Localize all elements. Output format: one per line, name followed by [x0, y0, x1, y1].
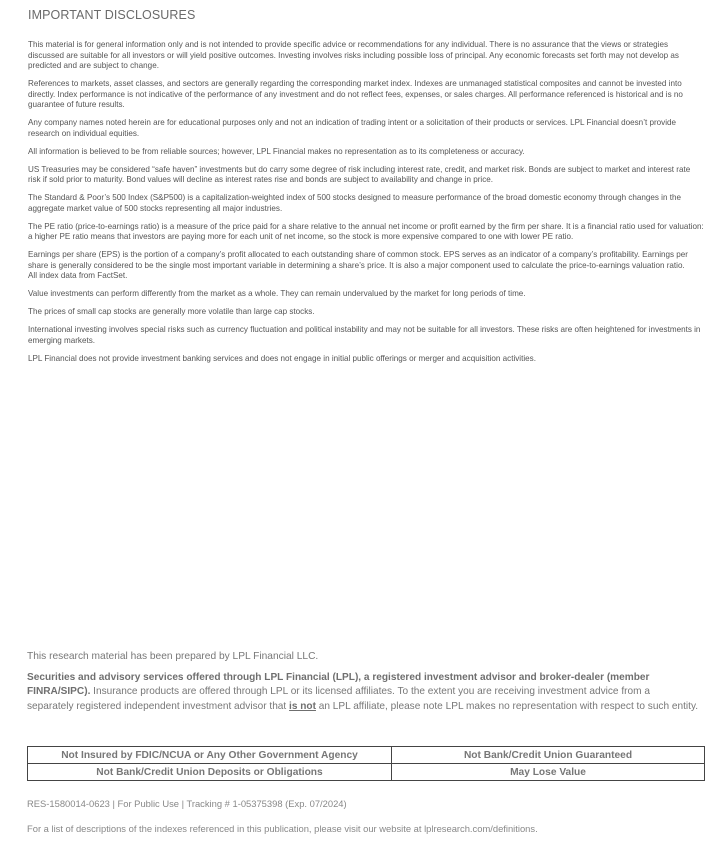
prepared-by-note: This research material has been prepared by LPL Financial LLC.: [27, 651, 319, 662]
insurance-disclaimer-table: [27, 746, 705, 781]
disclosure-market-indexes: References to markets, asset classes, and sectors are generally regarding the corresponding market index. Indexes are unmanaged statistical composites and cannot be invested into directly. Index performance is not indicative of the performance of any investment and do not reflect fees, expenses, or sales charges. All performance referenced is historical and is no guarantee of future results.: [28, 79, 683, 109]
securities-offered-text: Insurance products are offered through LPL or its licensed affiliates. To the extent you are receiving investment advice from a separately registered independent investment advisor that: [27, 686, 650, 712]
disclosure-us-treasuries: US Treasuries may be considered “safe haven” investments but do carry some degree of risk including interest rate, credit, and market risk. Bonds are subject to market and interest rate risk if sold prior to maturity. Bond values will decline as interest rates rise and bonds are subject to availability and change in price.: [28, 164, 691, 184]
disclosure-investment-banking: LPL Financial does not provide investment banking services and does not engage in initial public offerings or merger and acquisition activities.: [28, 353, 536, 363]
securities-offered-bold: Securities and advisory services offered through LPL Financial (LPL), a registered investment advisor and broker-dealer (member FINRA/SIPC).: [27, 672, 650, 698]
disclosure-company-names: Any company names noted herein are for educational purposes only and not an indication of trading intent or a solicitation of their products or services. LPL Financial doesn’t provide research on individual equities.: [28, 118, 677, 138]
disclosure-general-info: This material is for general information only and is not intended to provide specific advice or recommendations for any individual. There is no assurance that the views or strategies discussed are suitable for all investors or will yield positive outcomes. Investing involves risks including possible loss of principal. Any economic forecasts set forth may not develop as predicted and are subject to change.: [28, 40, 679, 70]
disclosures-heading: IMPORTANT DISCLOSURES: [28, 8, 196, 22]
disclosure-reliable-sources: All information is believed to be from reliable sources; however, LPL Financial makes no representation as to its completeness or accuracy.: [28, 146, 525, 156]
table-cell: Not Bank/Credit Union Deposits or Obligations: [28, 764, 392, 781]
disclosure-paragraphs: [28, 40, 704, 372]
table-row: [28, 747, 705, 764]
table-row: [28, 764, 705, 781]
is-not-emphasis: is not: [289, 700, 316, 712]
table-cell: Not Bank/Credit Union Guaranteed: [392, 747, 705, 764]
disclosure-value-investments: Value investments can perform differently from the market as a whole. They can remain undervalued by the market for long periods of time.: [28, 289, 526, 298]
table-cell: May Lose Value: [392, 764, 705, 781]
disclosure-small-cap: The prices of small cap stocks are generally more volatile than large cap stocks.: [28, 307, 315, 316]
securities-offered-text-end: an LPL affiliate, please note LPL makes no representation with respect to such entity.: [315, 700, 699, 712]
table-cell: Not Insured by FDIC/NCUA or Any Other Government Agency: [28, 747, 392, 764]
tracking-line: RES-1580014-0623 | For Public Use | Tracking # 1-05375398 (Exp. 07/2024): [27, 798, 347, 809]
disclosure-sp500: The Standard & Poor’s 500 Index (S&P500) is a capitalization-weighted index of 500 stocks designed to measure performance of the broad domestic economy through changes in the aggregate market value of 500 stocks representing all major industries.: [28, 193, 681, 213]
index-definitions-note: For a list of descriptions of the indexes referenced in this publication, please visit our website at lplresearch.com/definitions.: [27, 823, 538, 834]
disclosure-eps: Earnings per share (EPS) is the portion of a company’s profit allocated to each outstanding share of common stock. EPS serves as an indicator of a company’s profitability. Earnings per share is generally considered to be the single most important variable in determining a share’s price. It is also a major component used to calculate the price-to-earnings valuation ratio. All index data from FactSet.: [28, 250, 688, 280]
securities-offered-statement: [27, 671, 699, 714]
disclosure-international: International investing involves special risks such as currency fluctuation and political instability and may not be suitable for all investors. These risks are often heightened for investments in emerging markets.: [28, 325, 701, 345]
disclosure-pe-ratio: The PE ratio (price-to-earnings ratio) is a measure of the price paid for a share relative to the annual net income or profit earned by the firm per share. It is a financial ratio used for valuation: a higher PE ratio means that investors are paying more for each unit of net income, so the stock is more expensive compared to one with lower PE ratio.: [28, 221, 704, 241]
